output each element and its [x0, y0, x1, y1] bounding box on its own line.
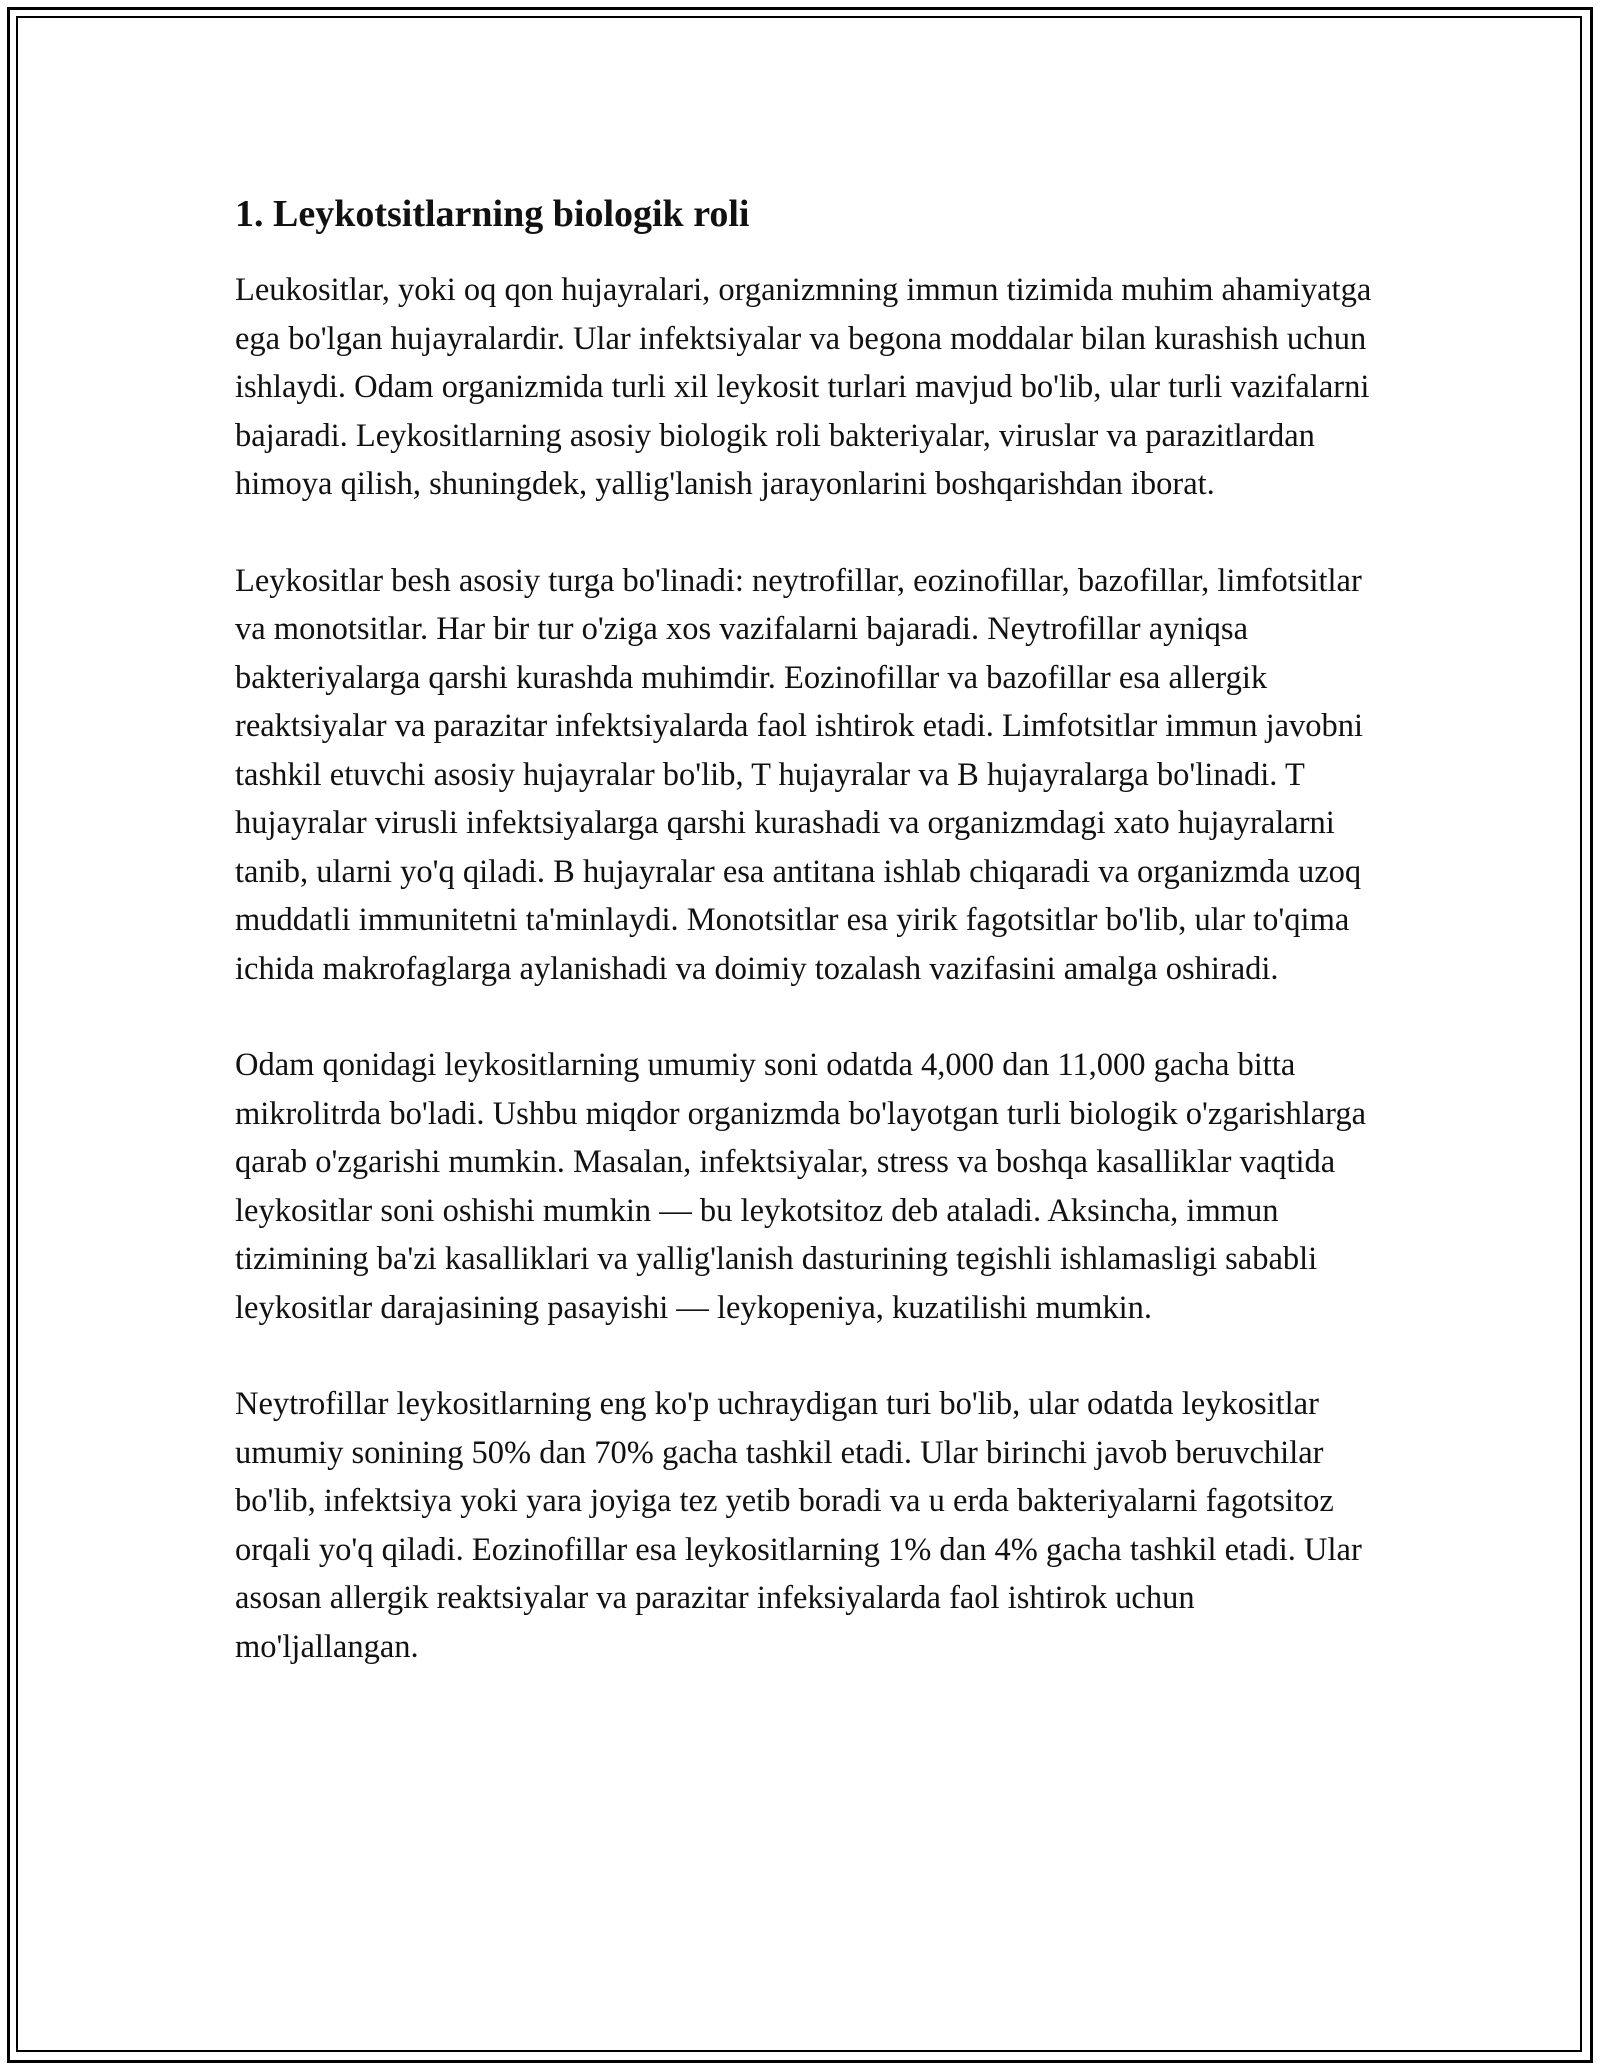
document-body [235, 186, 1375, 1719]
paragraph-4: Neytrofillar leykositlarning eng ko'p uchraydigan turi bo'lib, ular odatda leykositlar umumiy sonining 50% dan 70% gacha tashkil etadi. Ular birinchi javob beruvchilar bo'lib, infektsiya yoki yara joyiga tez yetib boradi va u erda bakteriyalarni fagotsitoz orqali yo'q qiladi. Eozinofillar esa leykositlarning 1% dan 4% gacha tashkil etadi. Ular asosan allergik reaktsiyalar va parazitar infeksiyalarda faol ishtirok uchun mo'ljallangan. [235, 1386, 1362, 1665]
paragraph-3: Odam qonidagi leykositlarning umumiy soni odatda 4,000 dan 11,000 gacha bitta mikrolitrda bo'ladi. Ushbu miqdor organizmda bo'layotgan turli biologik o'zgarishlarga qarab o'zgarishi mumkin. Masalan, infektsiyalar, stress va boshqa kasalliklar vaqtida leykositlar soni oshishi mumkin — bu leykotsitoz deb ataladi. Aksincha, immun tizimining ba'zi kasalliklari va yallig'lanish dasturining tegishli ishlamasligi sababli leykositlar darajasining pasayishi — leykopeniya, kuzatilishi mumkin. [235, 1047, 1367, 1326]
paragraph-2: Leykositlar besh asosiy turga bo'linadi: neytrofillar, eozinofillar, bazofillar, limfotsitlar va monotsitlar. Har bir tur o'ziga xos vazifalarni bajaradi. Neytrofillar ayniqsa bakteriyalarga qarshi kurashda muhimdir. Eozinofillar va bazofillar esa allergik reaktsiyalar va parazitar infektsiyalarda faol ishtirok etadi. Limfotsitlar immun javobni tashkil etuvchi asosiy hujayralar bo'lib, T hujayralar va B hujayralarga bo'linadi. T hujayralar virusli infektsiyalarga qarshi kurashadi va organizmdagi xato hujayralarni tanib, ularni yo'q qiladi. B hujayralar esa antitana ishlab chiqaradi va organizmda uzoq muddatli immunitetni ta'minlaydi. Monotsitlar esa yirik fagotsitlar bo'lib, ular to'qima ichida makrofaglarga aylanishadi va doimiy tozalash vazifasini amalga oshiradi. [235, 562, 1364, 987]
paragraph-1: Leukositlar, yoki oq qon hujayralari, organizmning immun tizimida muhim ahamiyatga ega bo'lgan hujayralardir. Ular infektsiyalar va begona moddalar bilan kurashish uchun ishlaydi. Odam organizmida turli xil leykosit turlari mavjud bo'lib, ular turli vazifalarni bajaradi. Leykositlarning asosiy biologik roli bakteriyalar, viruslar va parazitlardan himoya qilish, shuningdek, yallig'lanish jarayonlarini boshqarishdan iborat. [235, 272, 1372, 502]
section-heading: 1. Leykotsitlarning biologik roli [235, 193, 750, 235]
